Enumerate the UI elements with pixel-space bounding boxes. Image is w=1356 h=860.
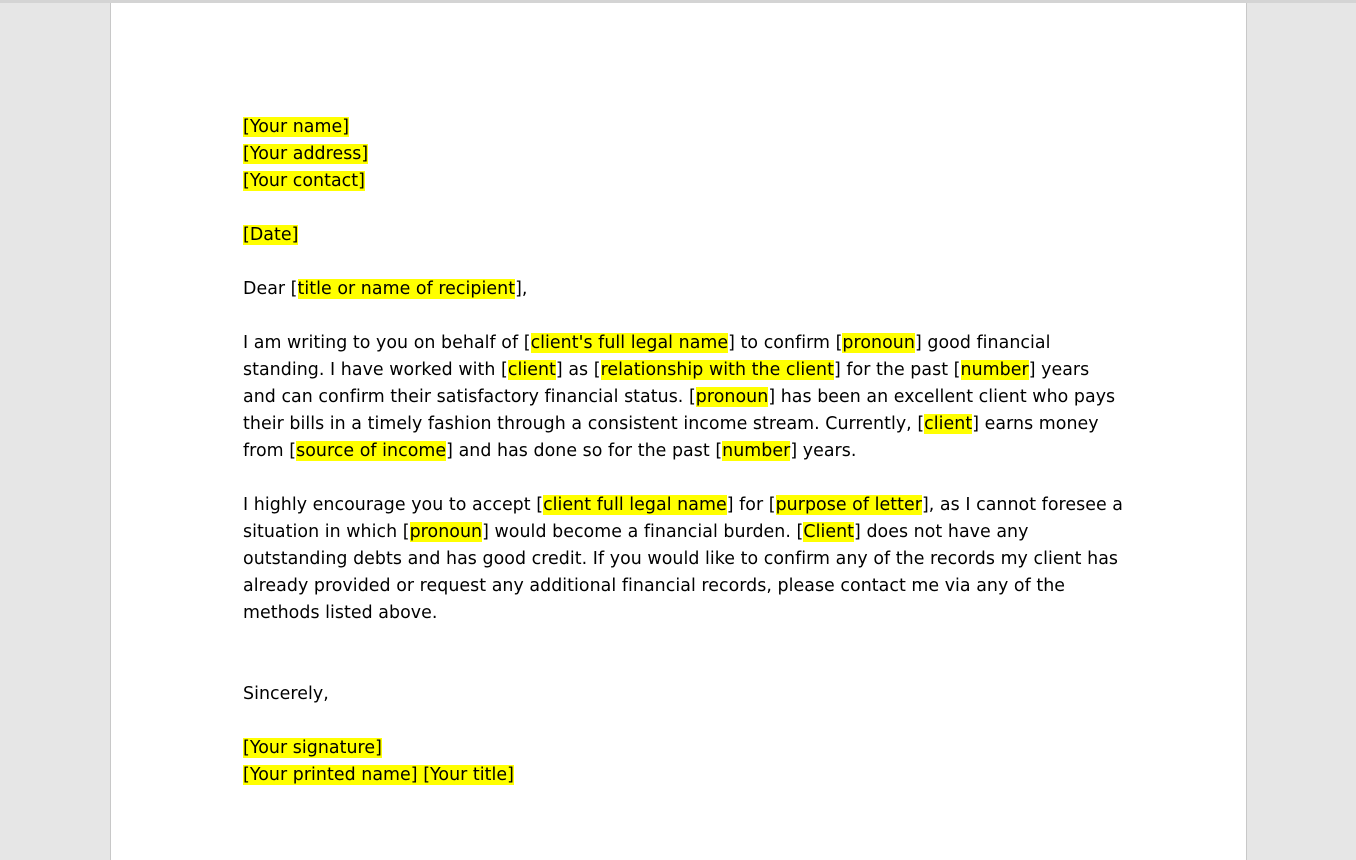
document-page[interactable] — [110, 3, 1247, 860]
placeholder-field: number — [722, 441, 791, 461]
placeholder-field: client's full legal name — [530, 333, 729, 353]
placeholder-field: pronoun — [409, 522, 483, 542]
blank-line — [243, 708, 1123, 735]
placeholder-field: source of income — [296, 441, 447, 461]
sender-contact: [Your contact] — [243, 171, 365, 191]
paragraph-text: ] would become a financial burden. [ — [482, 522, 804, 542]
paragraph-text: ] has been an excellent client who pays their bills in a timely fashion through a consistent income stream. Currently, [ — [243, 387, 1116, 434]
paragraph-text: ] for the past [ — [833, 360, 961, 380]
greeting-line — [243, 276, 1123, 303]
greeting-suffix: ], — [515, 279, 528, 299]
greeting-prefix: Dear [ — [243, 279, 298, 299]
paragraph-text: ] earns money from [ — [243, 414, 1099, 461]
paragraph-text: ] years and can confirm their satisfactory financial status. [ — [243, 360, 1090, 407]
paragraph-text: ] as [ — [555, 360, 601, 380]
paragraph-text: ] years. — [790, 441, 857, 461]
blank-line — [243, 465, 1123, 492]
paragraph-text: ], as I cannot foresee a situation in which [ — [243, 495, 1124, 542]
recipient-placeholder: title or name of recipient — [297, 279, 516, 299]
signature-placeholder: [Your signature] — [243, 738, 382, 758]
letter-body[interactable] — [243, 114, 1123, 789]
sender-address-line — [243, 141, 1123, 168]
paragraph-text: ] for [ — [726, 495, 776, 515]
paragraph-text: I am writing to you on behalf of [ — [243, 333, 531, 353]
closing: Sincerely, — [243, 684, 329, 704]
placeholder-field: Client — [803, 522, 855, 542]
blank-line — [243, 627, 1123, 654]
paragraph-confirmation — [243, 330, 1123, 465]
date-line — [243, 222, 1123, 249]
blank-line — [243, 303, 1123, 330]
paragraph-recommendation — [243, 492, 1123, 627]
placeholder-field: pronoun — [842, 333, 915, 353]
placeholder-field: number — [960, 360, 1029, 380]
sender-name-line — [243, 114, 1123, 141]
placeholder-field: client — [507, 360, 556, 380]
placeholder-field: client full legal name — [543, 495, 727, 515]
closing-line — [243, 681, 1123, 708]
blank-line — [243, 654, 1123, 681]
printed-name-line — [243, 762, 1123, 789]
sender-address: [Your address] — [243, 144, 369, 164]
placeholder-field: purpose of letter — [775, 495, 922, 515]
blank-line — [243, 195, 1123, 222]
placeholder-field: relationship with the client — [600, 360, 834, 380]
paragraph-text: I highly encourage you to accept [ — [243, 495, 544, 515]
printed-name-title-placeholder: [Your printed name] [Your title] — [243, 765, 515, 785]
paragraph-text: ] and has done so for the past [ — [446, 441, 723, 461]
sender-name: [Your name] — [243, 117, 350, 137]
paragraph-text: ] to confirm [ — [728, 333, 843, 353]
sender-contact-line — [243, 168, 1123, 195]
signature-line — [243, 735, 1123, 762]
blank-line — [243, 249, 1123, 276]
letter-date: [Date] — [243, 225, 299, 245]
paragraph-text: ] does not have any outstanding debts and has good credit. If you would like to confirm any of the records my client has already provided or request any additional financial records, please contact me via any of the methods listed above. — [243, 522, 1119, 623]
placeholder-field: pronoun — [695, 387, 769, 407]
paragraph-text: ] good financial standing. I have worked with [ — [243, 333, 1051, 380]
placeholder-field: client — [924, 414, 973, 434]
